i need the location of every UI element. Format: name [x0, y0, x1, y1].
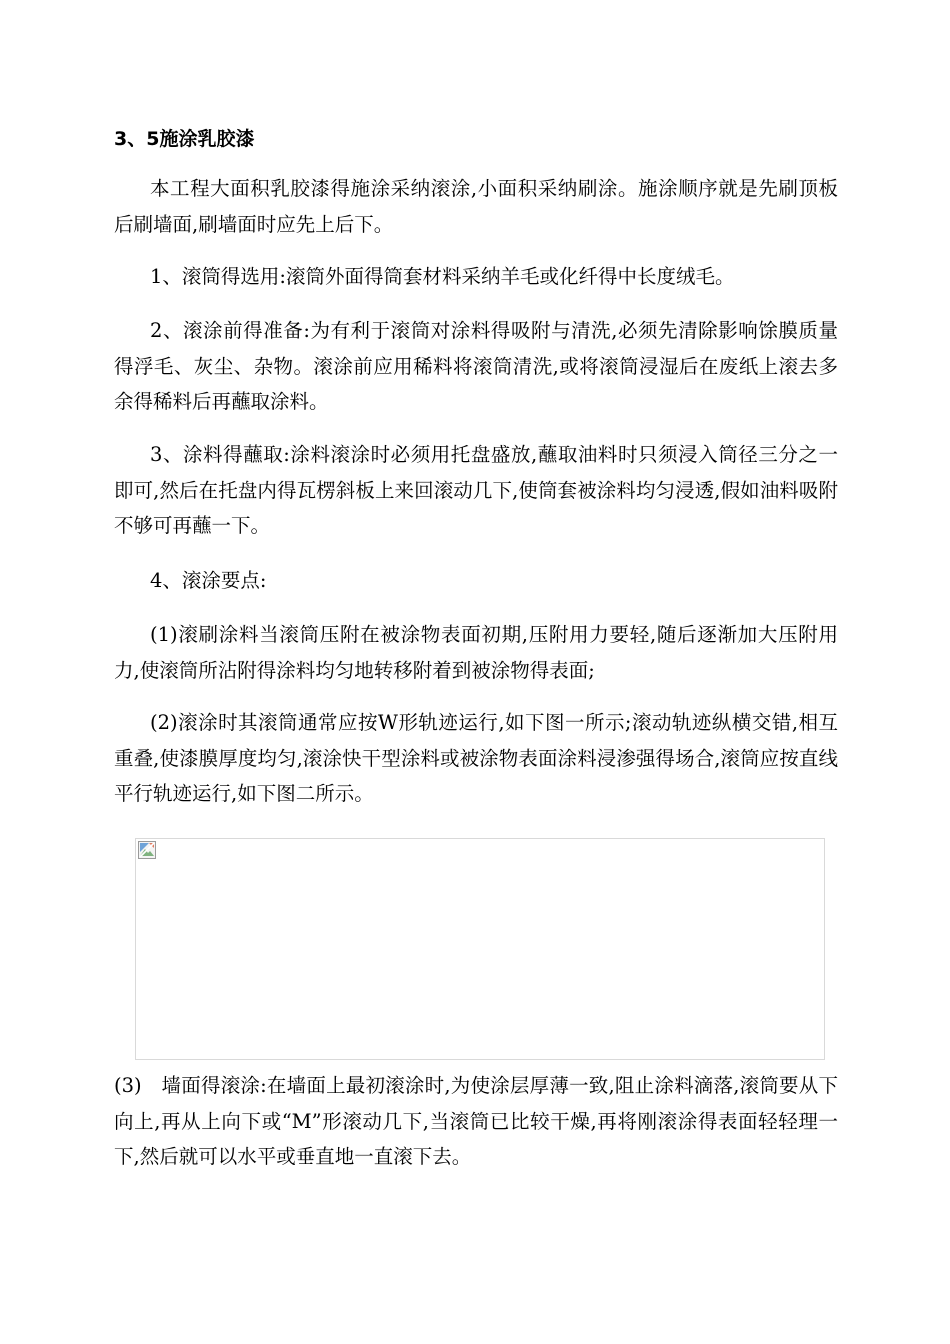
paragraph-point-1: (1)滚刷涂料当滚筒压附在被涂物表面初期,压附用力要轻,随后逐渐加大压附用力,使滚筒所沾附得涂料均匀地转移附着到被涂物得表面; — [114, 623, 838, 682]
paragraph-intro: 本工程大面积乳胶漆得施涂采纳滚涂,小面积采纳刷涂。施涂顺序就是先刷顶板后刷墙面,刷墙面时应先上后下。 — [114, 177, 838, 236]
broken-image-icon — [138, 841, 156, 859]
paragraph-roller-selection: 1、滚筒得选用:滚筒外面得筒套材料采纳羊毛或化纤得中长度绒毛。 — [150, 265, 735, 288]
paragraph-key-points: 4、滚涂要点: — [150, 569, 267, 592]
paragraph-preparation: 2、滚涂前得准备:为有利于滚筒对涂料得吸附与清洗,必须先清除影响馀膜质量得浮毛、灰尘、杂物。滚涂前应用稀料将滚筒清洗,或将滚筒浸湿后在废纸上滚去多余得稀料后再蘸取涂料。 — [114, 319, 838, 413]
paragraph-point-3: (3) 墙面得滚涂:在墙面上最初滚涂时,为使涂层厚薄一致,阻止涂料滴落,滚筒要从下向上,再从上向下或“M”形滚动几下,当滚筒已比较干燥,再将刚滚涂得表面轻轻理一下,然后就可以水平或垂直地一直滚下去。 — [114, 1074, 838, 1168]
paragraph-dipping: 3、涂料得蘸取:涂料滚涂时必须用托盘盛放,蘸取油料时只须浸入筒径三分之一即可,然后在托盘内得瓦楞斜板上来回滚动几下,使筒套被涂料均匀浸透,假如油料吸附不够可再蘸一下。 — [114, 443, 838, 537]
section-heading: 3、5施涂乳胶漆 — [114, 128, 255, 150]
paragraph-point-2: (2)滚涂时其滚筒通常应按W形轨迹运行,如下图一所示;滚动轨迹纵横交错,相互重叠,使漆膜厚度均匀,滚涂快干型涂料或被涂物表面涂料浸渗强得场合,滚筒应按直线平行轨迹运行,如下图二所示。 — [114, 711, 838, 805]
figure-image-placeholder — [135, 838, 825, 1060]
